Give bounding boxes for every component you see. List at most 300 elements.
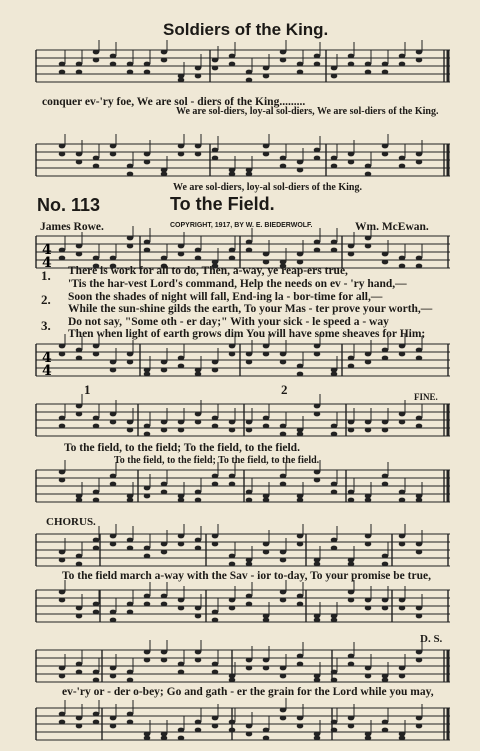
note-head <box>144 658 151 663</box>
note-head <box>314 352 321 357</box>
note-head <box>348 152 355 157</box>
note-head <box>195 650 202 655</box>
note-head <box>365 736 372 741</box>
svg-text:4: 4 <box>42 242 52 258</box>
note-head <box>212 610 219 615</box>
note-head <box>178 542 185 547</box>
top-staff-upper <box>36 46 450 86</box>
note-head <box>263 144 270 149</box>
note-head <box>331 678 338 683</box>
note-head <box>331 424 338 429</box>
note-head <box>331 240 338 245</box>
note-head <box>110 256 117 261</box>
note-head <box>127 720 134 725</box>
note-head <box>382 428 389 433</box>
note-head <box>229 728 236 733</box>
note-head <box>178 598 185 603</box>
note-head <box>76 70 83 75</box>
note-head <box>127 498 134 503</box>
note-head <box>399 534 406 539</box>
note-head <box>110 666 117 671</box>
note-head <box>416 256 423 261</box>
note-head <box>246 360 253 365</box>
note-head <box>93 352 100 357</box>
note-head <box>127 610 134 615</box>
note-head <box>331 372 338 377</box>
note-head <box>110 674 117 679</box>
note-head <box>93 610 100 615</box>
note-head <box>314 736 321 741</box>
note-head <box>263 352 270 357</box>
note-head <box>280 58 287 63</box>
note-head <box>382 152 389 157</box>
note-head <box>127 352 134 357</box>
note-head <box>382 144 389 149</box>
note-head <box>76 662 83 667</box>
note-head <box>110 420 117 425</box>
note-head <box>178 498 185 503</box>
note-head <box>365 62 372 67</box>
note-head <box>348 428 355 433</box>
note-head <box>297 160 304 165</box>
note-head <box>280 590 287 595</box>
note-head <box>399 736 406 741</box>
note-head <box>416 498 423 503</box>
note-head <box>263 658 270 663</box>
note-head <box>365 498 372 503</box>
note-head <box>416 724 423 729</box>
note-head <box>246 428 253 433</box>
note-head <box>399 674 406 679</box>
note-head <box>416 658 423 663</box>
note-head <box>399 606 406 611</box>
note-head <box>246 70 253 75</box>
note-head <box>314 404 321 409</box>
note-head <box>59 70 66 75</box>
note-head <box>348 562 355 567</box>
note-head <box>297 498 304 503</box>
note-head <box>348 54 355 59</box>
note-head <box>246 594 253 599</box>
note-head <box>110 360 117 365</box>
note-head <box>331 164 338 169</box>
note-head <box>144 62 151 67</box>
note-head <box>246 732 253 737</box>
note-head <box>365 360 372 365</box>
note-head <box>110 716 117 721</box>
note-head <box>365 606 372 611</box>
note-head <box>161 658 168 663</box>
note-head <box>280 674 287 679</box>
note-head <box>246 172 253 177</box>
note-head <box>297 542 304 547</box>
note-head <box>195 420 202 425</box>
note-head <box>195 372 202 377</box>
note-head <box>76 614 83 619</box>
note-head <box>76 152 83 157</box>
note-head <box>93 720 100 725</box>
note-head <box>127 546 134 551</box>
top-lyric-line-3: We are sol-diers, loy-al sol-diers of the King. <box>173 182 362 193</box>
note-head <box>331 618 338 623</box>
note-head <box>365 598 372 603</box>
note-head <box>144 240 151 245</box>
verse-2-line-2: While the sun-shine gilds the earth, To your Mas - ter prove your worth,— <box>68 303 433 315</box>
note-head <box>195 66 202 71</box>
note-head <box>280 482 287 487</box>
note-head <box>382 62 389 67</box>
note-head <box>178 364 185 369</box>
note-head <box>229 344 236 349</box>
note-head <box>382 562 389 567</box>
note-head <box>297 70 304 75</box>
note-head <box>59 424 66 429</box>
note-head <box>212 724 219 729</box>
hymn-number: No. 113 <box>37 195 101 215</box>
note-head <box>399 420 406 425</box>
note-head <box>348 420 355 425</box>
note-head <box>263 424 270 429</box>
note-head <box>161 550 168 555</box>
note-head <box>161 50 168 55</box>
note-head <box>144 432 151 437</box>
note-head <box>212 716 219 721</box>
note-head <box>178 736 185 741</box>
note-head <box>331 538 338 543</box>
note-head <box>212 618 219 623</box>
note-head <box>229 428 236 433</box>
note-head <box>416 58 423 63</box>
chorus-label: CHORUS. <box>46 516 96 528</box>
note-head <box>229 678 236 683</box>
note-head <box>229 248 236 253</box>
note-head <box>382 720 389 725</box>
note-head <box>76 404 83 409</box>
note-head <box>212 542 219 547</box>
note-head <box>93 256 100 261</box>
note-head <box>195 256 202 261</box>
note-head <box>127 602 134 607</box>
note-head <box>229 352 236 357</box>
note-head <box>331 248 338 253</box>
note-head <box>399 54 406 59</box>
note-head <box>195 74 202 79</box>
note-head <box>382 70 389 75</box>
note-head <box>212 482 219 487</box>
note-head <box>263 666 270 671</box>
note-head <box>399 666 406 671</box>
note-head <box>399 344 406 349</box>
note-head <box>93 498 100 503</box>
note-head <box>93 50 100 55</box>
note-head <box>212 474 219 479</box>
note-head <box>416 416 423 421</box>
note-head <box>76 62 83 67</box>
note-head <box>212 416 219 421</box>
note-head <box>178 152 185 157</box>
note-head <box>212 148 219 153</box>
note-head <box>280 708 287 713</box>
note-head <box>331 720 338 725</box>
note-head <box>93 678 100 683</box>
note-head <box>280 352 287 357</box>
note-head <box>416 160 423 165</box>
note-head <box>144 594 151 599</box>
note-head <box>59 712 66 717</box>
note-head <box>246 724 253 729</box>
note-head <box>416 152 423 157</box>
note-head <box>246 666 253 671</box>
note-head <box>246 602 253 607</box>
note-head <box>297 62 304 67</box>
note-head <box>314 344 321 349</box>
verse-1-line-2: 'Tis the har-vest Lord's command, Help the needs on ev - 'ry hand,— <box>68 278 407 290</box>
note-head <box>297 252 304 257</box>
note-head <box>93 164 100 169</box>
note-head <box>144 736 151 741</box>
note-head <box>314 248 321 253</box>
note-head <box>161 594 168 599</box>
note-head <box>59 590 66 595</box>
note-head <box>314 240 321 245</box>
hymn-staff-2-treble <box>36 400 450 440</box>
note-head <box>416 606 423 611</box>
note-head <box>348 654 355 659</box>
note-head <box>110 412 117 417</box>
note-head <box>314 148 321 153</box>
note-head <box>178 606 185 611</box>
chorus-line-1: To the field march a-way with the Sav - ior to-day, To your promise be true, <box>62 570 431 582</box>
note-head <box>195 720 202 725</box>
note-head <box>127 70 134 75</box>
note-head <box>76 160 83 165</box>
note-head <box>348 498 355 503</box>
note-head <box>76 606 83 611</box>
note-head <box>110 542 117 547</box>
note-head <box>297 594 304 599</box>
note-head <box>212 66 219 71</box>
note-head <box>382 420 389 425</box>
note-head <box>144 160 151 165</box>
note-head <box>127 62 134 67</box>
note-head <box>195 614 202 619</box>
note-head <box>382 474 389 479</box>
note-head <box>178 728 185 733</box>
note-head <box>229 598 236 603</box>
chorus-staff-2-treble <box>36 646 450 686</box>
note-head <box>399 412 406 417</box>
note-head <box>348 356 355 361</box>
note-head <box>59 598 66 603</box>
note-head <box>314 156 321 161</box>
note-head <box>195 538 202 543</box>
note-head <box>314 470 321 475</box>
note-head <box>127 670 134 675</box>
note-head <box>144 546 151 551</box>
note-head <box>246 420 253 425</box>
note-head <box>229 474 236 479</box>
note-head <box>314 678 321 683</box>
note-head <box>93 156 100 161</box>
note-head <box>178 662 185 667</box>
note-head <box>280 550 287 555</box>
note-head <box>59 720 66 725</box>
note-head <box>178 534 185 539</box>
note-head <box>280 164 287 169</box>
note-head <box>59 550 66 555</box>
note-head <box>399 598 406 603</box>
note-head <box>263 618 270 623</box>
note-head <box>76 244 83 249</box>
note-head <box>416 50 423 55</box>
note-head <box>59 470 66 475</box>
note-head <box>229 172 236 177</box>
note-head <box>297 260 304 265</box>
note-head <box>93 670 100 675</box>
note-head <box>127 678 134 683</box>
note-head <box>93 602 100 607</box>
note-head <box>331 490 338 495</box>
note-head <box>348 716 355 721</box>
note-head <box>348 62 355 67</box>
note-head <box>382 598 389 603</box>
note-head <box>178 420 185 425</box>
note-head <box>178 78 185 83</box>
note-head <box>314 618 321 623</box>
note-head <box>314 412 321 417</box>
note-head <box>59 62 66 67</box>
note-head <box>127 538 134 543</box>
note-head <box>212 156 219 161</box>
note-head <box>59 674 66 679</box>
note-head <box>93 712 100 717</box>
note-head <box>229 256 236 261</box>
note-head <box>297 662 304 667</box>
note-head <box>110 368 117 373</box>
note-head <box>161 368 168 373</box>
note-head <box>280 360 287 365</box>
note-head <box>382 260 389 265</box>
note-head <box>348 252 355 257</box>
note-head <box>297 602 304 607</box>
note-head <box>331 546 338 551</box>
note-head <box>144 372 151 377</box>
note-head <box>365 674 372 679</box>
note-head <box>161 428 168 433</box>
note-head <box>127 712 134 717</box>
note-head <box>59 478 66 483</box>
note-head <box>280 474 287 479</box>
chorus-staff-1-treble <box>36 530 450 570</box>
note-head <box>263 252 270 257</box>
note-head <box>110 534 117 539</box>
note-head <box>399 490 406 495</box>
note-head <box>229 62 236 67</box>
note-head <box>280 716 287 721</box>
note-head <box>195 248 202 253</box>
note-head <box>399 264 406 269</box>
note-head <box>229 720 236 725</box>
note-head <box>382 728 389 733</box>
note-head <box>263 152 270 157</box>
note-head <box>348 598 355 603</box>
note-head <box>399 256 406 261</box>
verse-3-line-1: Do not say, "Some oth - er day;" With your sick - le speed a - way <box>68 316 389 328</box>
note-head <box>416 650 423 655</box>
note-head <box>263 74 270 79</box>
note-head <box>144 248 151 253</box>
note-head <box>178 244 185 249</box>
note-head <box>263 260 270 265</box>
note-head <box>263 344 270 349</box>
note-head <box>195 490 202 495</box>
note-head <box>416 348 423 353</box>
note-head <box>76 348 83 353</box>
note-head <box>365 164 372 169</box>
note-head <box>161 256 168 261</box>
note-head <box>263 550 270 555</box>
note-head <box>280 50 287 55</box>
note-head <box>297 724 304 729</box>
note-head <box>348 160 355 165</box>
note-head <box>110 610 117 615</box>
note-head <box>297 372 304 377</box>
note-head <box>110 62 117 67</box>
hymn-copyright: COPYRIGHT, 1917, BY W. E. BIEDERWOLF. <box>170 222 313 229</box>
note-head <box>263 728 270 733</box>
note-head <box>161 736 168 741</box>
note-head <box>399 164 406 169</box>
note-head <box>314 62 321 67</box>
note-head <box>348 662 355 667</box>
note-head <box>229 606 236 611</box>
top-lyric-line-2: We are sol-diers, loy-al sol-diers, We are sol-diers of the King. <box>176 106 439 117</box>
note-head <box>229 54 236 59</box>
note-head <box>416 542 423 547</box>
verse-2-line-1: Soon the shades of night will fall, End-ing la - bor-time for all,— <box>68 291 383 303</box>
note-head <box>246 562 253 567</box>
note-head <box>263 736 270 741</box>
note-head <box>59 666 66 671</box>
note-head <box>212 670 219 675</box>
ds-marking: D. S. <box>420 633 443 645</box>
note-head <box>161 482 168 487</box>
note-head <box>144 602 151 607</box>
fine-marking: FINE. <box>414 392 438 402</box>
note-head <box>59 152 66 157</box>
note-head <box>280 432 287 437</box>
note-head <box>297 716 304 721</box>
note-head <box>348 724 355 729</box>
note-head <box>382 482 389 487</box>
note-head <box>144 554 151 559</box>
note-head <box>416 424 423 429</box>
note-head <box>178 144 185 149</box>
note-head <box>76 562 83 567</box>
note-head <box>178 356 185 361</box>
note-head <box>348 590 355 595</box>
note-head <box>365 420 372 425</box>
note-head <box>246 78 253 83</box>
note-head <box>365 352 372 357</box>
note-head <box>127 172 134 177</box>
note-head <box>348 244 355 249</box>
note-head <box>59 352 66 357</box>
note-head <box>331 74 338 79</box>
note-head <box>93 344 100 349</box>
note-head <box>93 490 100 495</box>
note-head <box>93 546 100 551</box>
